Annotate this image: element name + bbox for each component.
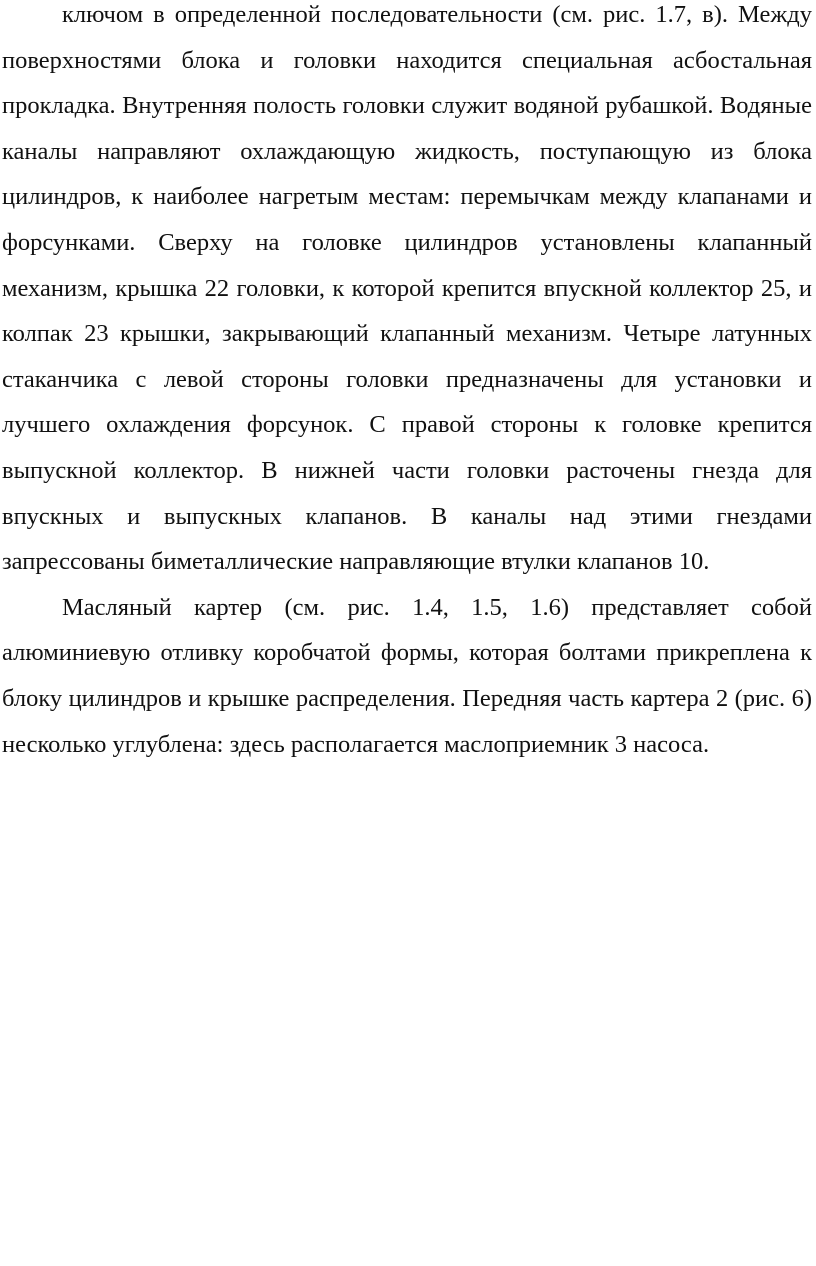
paragraph-cylinder-head: ключом в определенной последовательности (см. рис. 1.7, в). Между поверхностями блока и головки находится специальная асбостальная прокладка. Внутренняя полость головки служит водяной рубашкой. Водяные каналы направляют охлаждающую жидкость, поступающую из блока цилиндров, к наиболее нагретым местам: перемычкам между клапанами и форсунками. Сверху на головке цилиндров установлены клапанный механизм, крышка 22 головки, к которой крепится впускной коллектор 25, и колпак 23 крышки, закрывающий клапанный механизм. Четыре латунных стаканчика с левой стороны головки предназначены для установки и лучшего охлаждения форсунок. С правой стороны к головке крепится выпускной коллектор. В нижней части головки расточены гнезда для впускных и выпускных клапанов. В каналы над этими гнездами запрессованы биметаллические направляющие втулки клапанов 10. (2, 1, 812, 576)
paragraph-oil-pan: Масляный картер (см. рис. 1.4, 1.5, 1.6) представляет собой алюминиевую отливку коробчатой формы, которая болтами прикреплена к блоку цилиндров и крышке распределения. Передняя часть картера 2 (рис. 6) несколько углублена: здесь располагается маслоприемник 3 насоса. (2, 593, 812, 758)
